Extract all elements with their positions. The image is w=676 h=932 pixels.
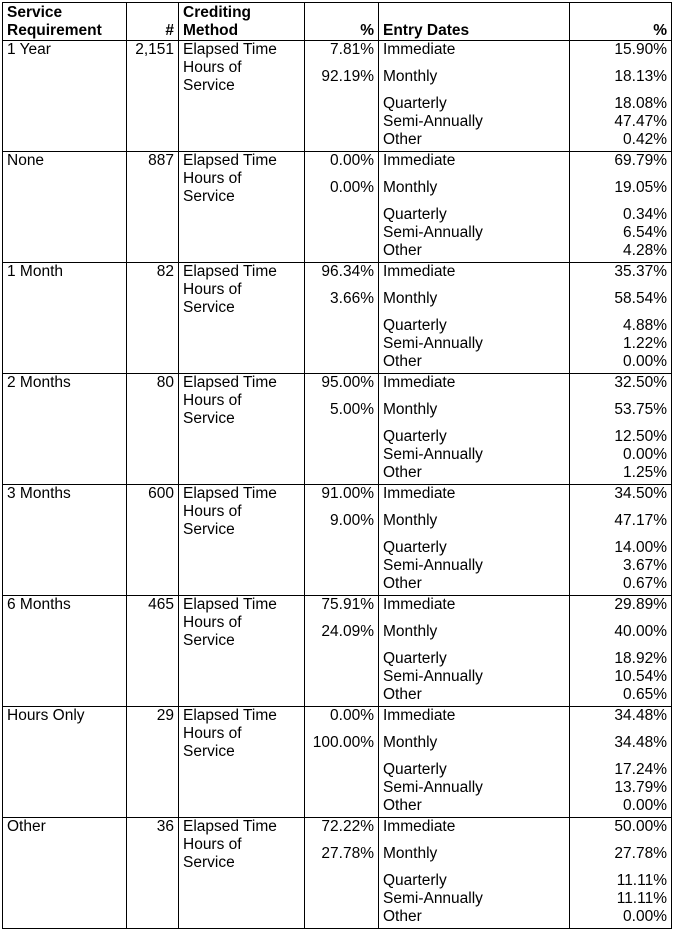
service-requirement-cell: [3, 485, 127, 596]
crediting-percent-value: 91.00%: [321, 485, 374, 502]
entry-percent-value: 35.37%: [614, 263, 667, 280]
entry-percent-value: 4.88%: [623, 317, 667, 334]
crediting-percent-cell: [305, 41, 379, 152]
entry-percent-cell: [570, 707, 672, 818]
entry-date-label: Other: [383, 908, 422, 925]
entry-date-label: Semi-Annually: [383, 668, 483, 685]
count-cell: [127, 485, 179, 596]
entry-date-label: Quarterly: [383, 872, 447, 889]
entry-date-label: Immediate: [383, 596, 456, 613]
entry-date-label: Other: [383, 131, 422, 148]
entry-percent-value: 34.48%: [614, 707, 667, 724]
crediting-percent-value: 96.34%: [321, 263, 374, 280]
crediting-percent-value: 75.91%: [321, 596, 374, 613]
entry-date-label: Immediate: [383, 485, 456, 502]
header-count: #: [127, 3, 179, 41]
entry-percent-value: 4.28%: [623, 242, 667, 259]
entry-date-label: Other: [383, 464, 422, 481]
crediting-method-label: Hours of Service: [183, 281, 242, 316]
crediting-percent-value: 100.00%: [312, 734, 374, 751]
entry-dates-cell: [379, 818, 570, 929]
crediting-method-cell: [179, 707, 305, 818]
service-requirement-cell: [3, 707, 127, 818]
entry-date-label: Semi-Annually: [383, 557, 483, 574]
entry-date-label: Other: [383, 575, 422, 592]
count-cell: [127, 596, 179, 707]
table-row: [3, 374, 672, 485]
crediting-percent-value: 0.00%: [330, 152, 374, 169]
entry-percent-value: 34.48%: [614, 734, 667, 751]
entry-date-label: Monthly: [383, 845, 438, 862]
entry-percent-value: 27.78%: [614, 845, 667, 862]
crediting-percent-value: 95.00%: [321, 374, 374, 391]
crediting-method-cell: [179, 263, 305, 374]
entry-percent-value: 10.54%: [614, 668, 667, 685]
crediting-percent-value: 27.78%: [321, 845, 374, 862]
entry-date-label: Semi-Annually: [383, 113, 483, 130]
service-requirement-cell: [3, 152, 127, 263]
entry-percent-value: 6.54%: [623, 224, 667, 241]
entry-dates-cell: [379, 41, 570, 152]
crediting-method-label: Elapsed Time: [183, 41, 277, 58]
header-crediting-method: Crediting Method: [179, 3, 305, 41]
service-requirement-cell: [3, 818, 127, 929]
crediting-method-label: Elapsed Time: [183, 374, 277, 391]
crediting-method-label: Elapsed Time: [183, 818, 277, 835]
service-requirement-label: 3 Months: [7, 485, 71, 502]
count-value: 29: [156, 707, 174, 724]
crediting-method-cell: [179, 485, 305, 596]
entry-date-label: Immediate: [383, 374, 456, 391]
entry-percent-value: 0.42%: [623, 131, 667, 148]
entry-percent-value: 1.25%: [623, 464, 667, 481]
entry-percent-value: 29.89%: [614, 596, 667, 613]
entry-date-label: Monthly: [383, 734, 438, 751]
crediting-percent-cell: [305, 263, 379, 374]
header-service-requirement: Service Requirement: [3, 3, 127, 41]
entry-date-label: Semi-Annually: [383, 446, 483, 463]
crediting-method-label: Elapsed Time: [183, 707, 277, 724]
count-cell: [127, 707, 179, 818]
service-requirement-table: [2, 2, 672, 929]
entry-percent-value: 0.65%: [623, 686, 667, 703]
service-requirement-label: Hours Only: [7, 707, 85, 724]
crediting-method-cell: [179, 818, 305, 929]
crediting-method-label: Elapsed Time: [183, 596, 277, 613]
entry-percent-value: 34.50%: [614, 485, 667, 502]
entry-date-label: Monthly: [383, 290, 438, 307]
entry-percent-cell: [570, 41, 672, 152]
count-value: 2,151: [135, 41, 174, 58]
entry-percent-value: 58.54%: [614, 290, 667, 307]
entry-percent-cell: [570, 596, 672, 707]
crediting-percent-value: 0.00%: [330, 707, 374, 724]
entry-percent-value: 18.92%: [614, 650, 667, 667]
entry-percent-cell: [570, 818, 672, 929]
entry-date-label: Semi-Annually: [383, 335, 483, 352]
crediting-percent-cell: [305, 152, 379, 263]
table-row: [3, 41, 672, 152]
table-row: [3, 263, 672, 374]
entry-date-label: Monthly: [383, 512, 438, 529]
entry-date-label: Quarterly: [383, 428, 447, 445]
entry-percent-value: 69.79%: [614, 152, 667, 169]
service-requirement-label: 2 Months: [7, 374, 71, 391]
service-requirement-label: 1 Year: [7, 41, 51, 58]
service-requirement-label: 6 Months: [7, 596, 71, 613]
crediting-method-label: Hours of Service: [183, 614, 242, 649]
count-cell: [127, 41, 179, 152]
crediting-method-cell: [179, 41, 305, 152]
entry-date-label: Quarterly: [383, 539, 447, 556]
entry-percent-value: 0.67%: [623, 575, 667, 592]
entry-date-label: Immediate: [383, 41, 456, 58]
entry-dates-cell: [379, 485, 570, 596]
crediting-percent-cell: [305, 596, 379, 707]
count-cell: [127, 374, 179, 485]
entry-percent-value: 0.00%: [623, 797, 667, 814]
entry-percent-value: 53.75%: [614, 401, 667, 418]
entry-percent-value: 18.13%: [614, 68, 667, 85]
entry-percent-cell: [570, 485, 672, 596]
header-percent: %: [305, 3, 379, 41]
entry-date-label: Quarterly: [383, 95, 447, 112]
crediting-percent-cell: [305, 485, 379, 596]
table-row: [3, 707, 672, 818]
entry-date-label: Immediate: [383, 707, 456, 724]
crediting-percent-value: 0.00%: [330, 179, 374, 196]
crediting-percent-value: 3.66%: [330, 290, 374, 307]
count-value: 887: [148, 152, 174, 169]
entry-percent-value: 32.50%: [614, 374, 667, 391]
crediting-method-label: Hours of Service: [183, 503, 242, 538]
entry-percent-value: 0.00%: [623, 353, 667, 370]
crediting-percent-cell: [305, 707, 379, 818]
entry-dates-cell: [379, 263, 570, 374]
entry-percent-value: 11.11%: [616, 890, 667, 907]
entry-date-label: Semi-Annually: [383, 779, 483, 796]
crediting-method-cell: [179, 374, 305, 485]
crediting-percent-value: 92.19%: [321, 68, 374, 85]
entry-percent-cell: [570, 263, 672, 374]
crediting-percent-cell: [305, 818, 379, 929]
service-requirement-cell: [3, 263, 127, 374]
table-row: [3, 152, 672, 263]
entry-percent-cell: [570, 374, 672, 485]
crediting-method-label: Elapsed Time: [183, 152, 277, 169]
entry-date-label: Semi-Annually: [383, 224, 483, 241]
entry-date-label: Monthly: [383, 179, 438, 196]
entry-date-label: Quarterly: [383, 761, 447, 778]
entry-percent-value: 13.79%: [614, 779, 667, 796]
entry-percent-value: 14.00%: [614, 539, 667, 556]
entry-date-label: Other: [383, 353, 422, 370]
entry-percent-value: 3.67%: [623, 557, 667, 574]
header-row: [3, 3, 672, 41]
crediting-method-cell: [179, 152, 305, 263]
table-row: [3, 485, 672, 596]
table-row: [3, 818, 672, 929]
entry-date-label: Monthly: [383, 623, 438, 640]
crediting-percent-value: 24.09%: [321, 623, 374, 640]
service-requirement-label: 1 Month: [7, 263, 64, 280]
entry-date-label: Immediate: [383, 818, 456, 835]
crediting-percent-value: 5.00%: [330, 401, 374, 418]
crediting-percent-value: 9.00%: [330, 512, 374, 529]
crediting-method-label: Hours of Service: [183, 170, 242, 205]
entry-dates-cell: [379, 374, 570, 485]
entry-percent-value: 12.50%: [614, 428, 667, 445]
count-value: 82: [156, 263, 174, 280]
entry-percent-value: 0.34%: [623, 206, 667, 223]
entry-date-label: Monthly: [383, 68, 438, 85]
crediting-method-cell: [179, 596, 305, 707]
service-requirement-label: Other: [7, 818, 46, 835]
entry-percent-value: 0.00%: [623, 908, 667, 925]
entry-percent-value: 15.90%: [614, 41, 667, 58]
entry-date-label: Monthly: [383, 401, 438, 418]
entry-date-label: Other: [383, 242, 422, 259]
entry-date-label: Immediate: [383, 152, 456, 169]
entry-dates-cell: [379, 707, 570, 818]
entry-date-label: Immediate: [383, 263, 456, 280]
crediting-method-label: Hours of Service: [183, 836, 242, 871]
count-value: 80: [156, 374, 174, 391]
entry-percent-value: 40.00%: [614, 623, 667, 640]
entry-percent-value: 0.00%: [623, 446, 667, 463]
entry-percent-value: 47.47%: [614, 113, 667, 130]
service-requirement-cell: [3, 374, 127, 485]
service-requirement-label: None: [7, 152, 45, 169]
table-body: [3, 41, 672, 929]
crediting-percent-value: 72.22%: [321, 818, 374, 835]
entry-date-label: Quarterly: [383, 317, 447, 334]
crediting-method-label: Hours of Service: [183, 392, 242, 427]
count-value: 465: [148, 596, 174, 613]
entry-date-label: Quarterly: [383, 650, 447, 667]
count-value: 600: [148, 485, 174, 502]
service-requirement-cell: [3, 596, 127, 707]
entry-percent-value: 1.22%: [623, 335, 667, 352]
entry-percent-value: 17.24%: [614, 761, 667, 778]
entry-date-label: Quarterly: [383, 206, 447, 223]
table-row: [3, 596, 672, 707]
crediting-percent-value: 7.81%: [330, 41, 374, 58]
entry-date-label: Other: [383, 797, 422, 814]
crediting-method-label: Hours of Service: [183, 725, 242, 760]
crediting-method-label: Elapsed Time: [183, 263, 277, 280]
count-cell: [127, 263, 179, 374]
entry-percent-value: 19.05%: [614, 179, 667, 196]
entry-dates-cell: [379, 152, 570, 263]
header-entry-dates: Entry Dates: [379, 3, 570, 41]
crediting-percent-cell: [305, 374, 379, 485]
count-cell: [127, 152, 179, 263]
entry-percent-cell: [570, 152, 672, 263]
header-entry-percent: %: [570, 3, 672, 41]
entry-percent-value: 47.17%: [614, 512, 667, 529]
entry-date-label: Other: [383, 686, 422, 703]
service-requirement-cell: [3, 41, 127, 152]
entry-dates-cell: [379, 596, 570, 707]
entry-date-label: Semi-Annually: [383, 890, 483, 907]
crediting-method-label: Hours of Service: [183, 59, 242, 94]
crediting-method-label: Elapsed Time: [183, 485, 277, 502]
entry-percent-value: 50.00%: [614, 818, 667, 835]
count-cell: [127, 818, 179, 929]
entry-percent-value: 18.08%: [614, 95, 667, 112]
count-value: 36: [156, 818, 174, 835]
entry-percent-value: 11.11%: [616, 872, 667, 889]
